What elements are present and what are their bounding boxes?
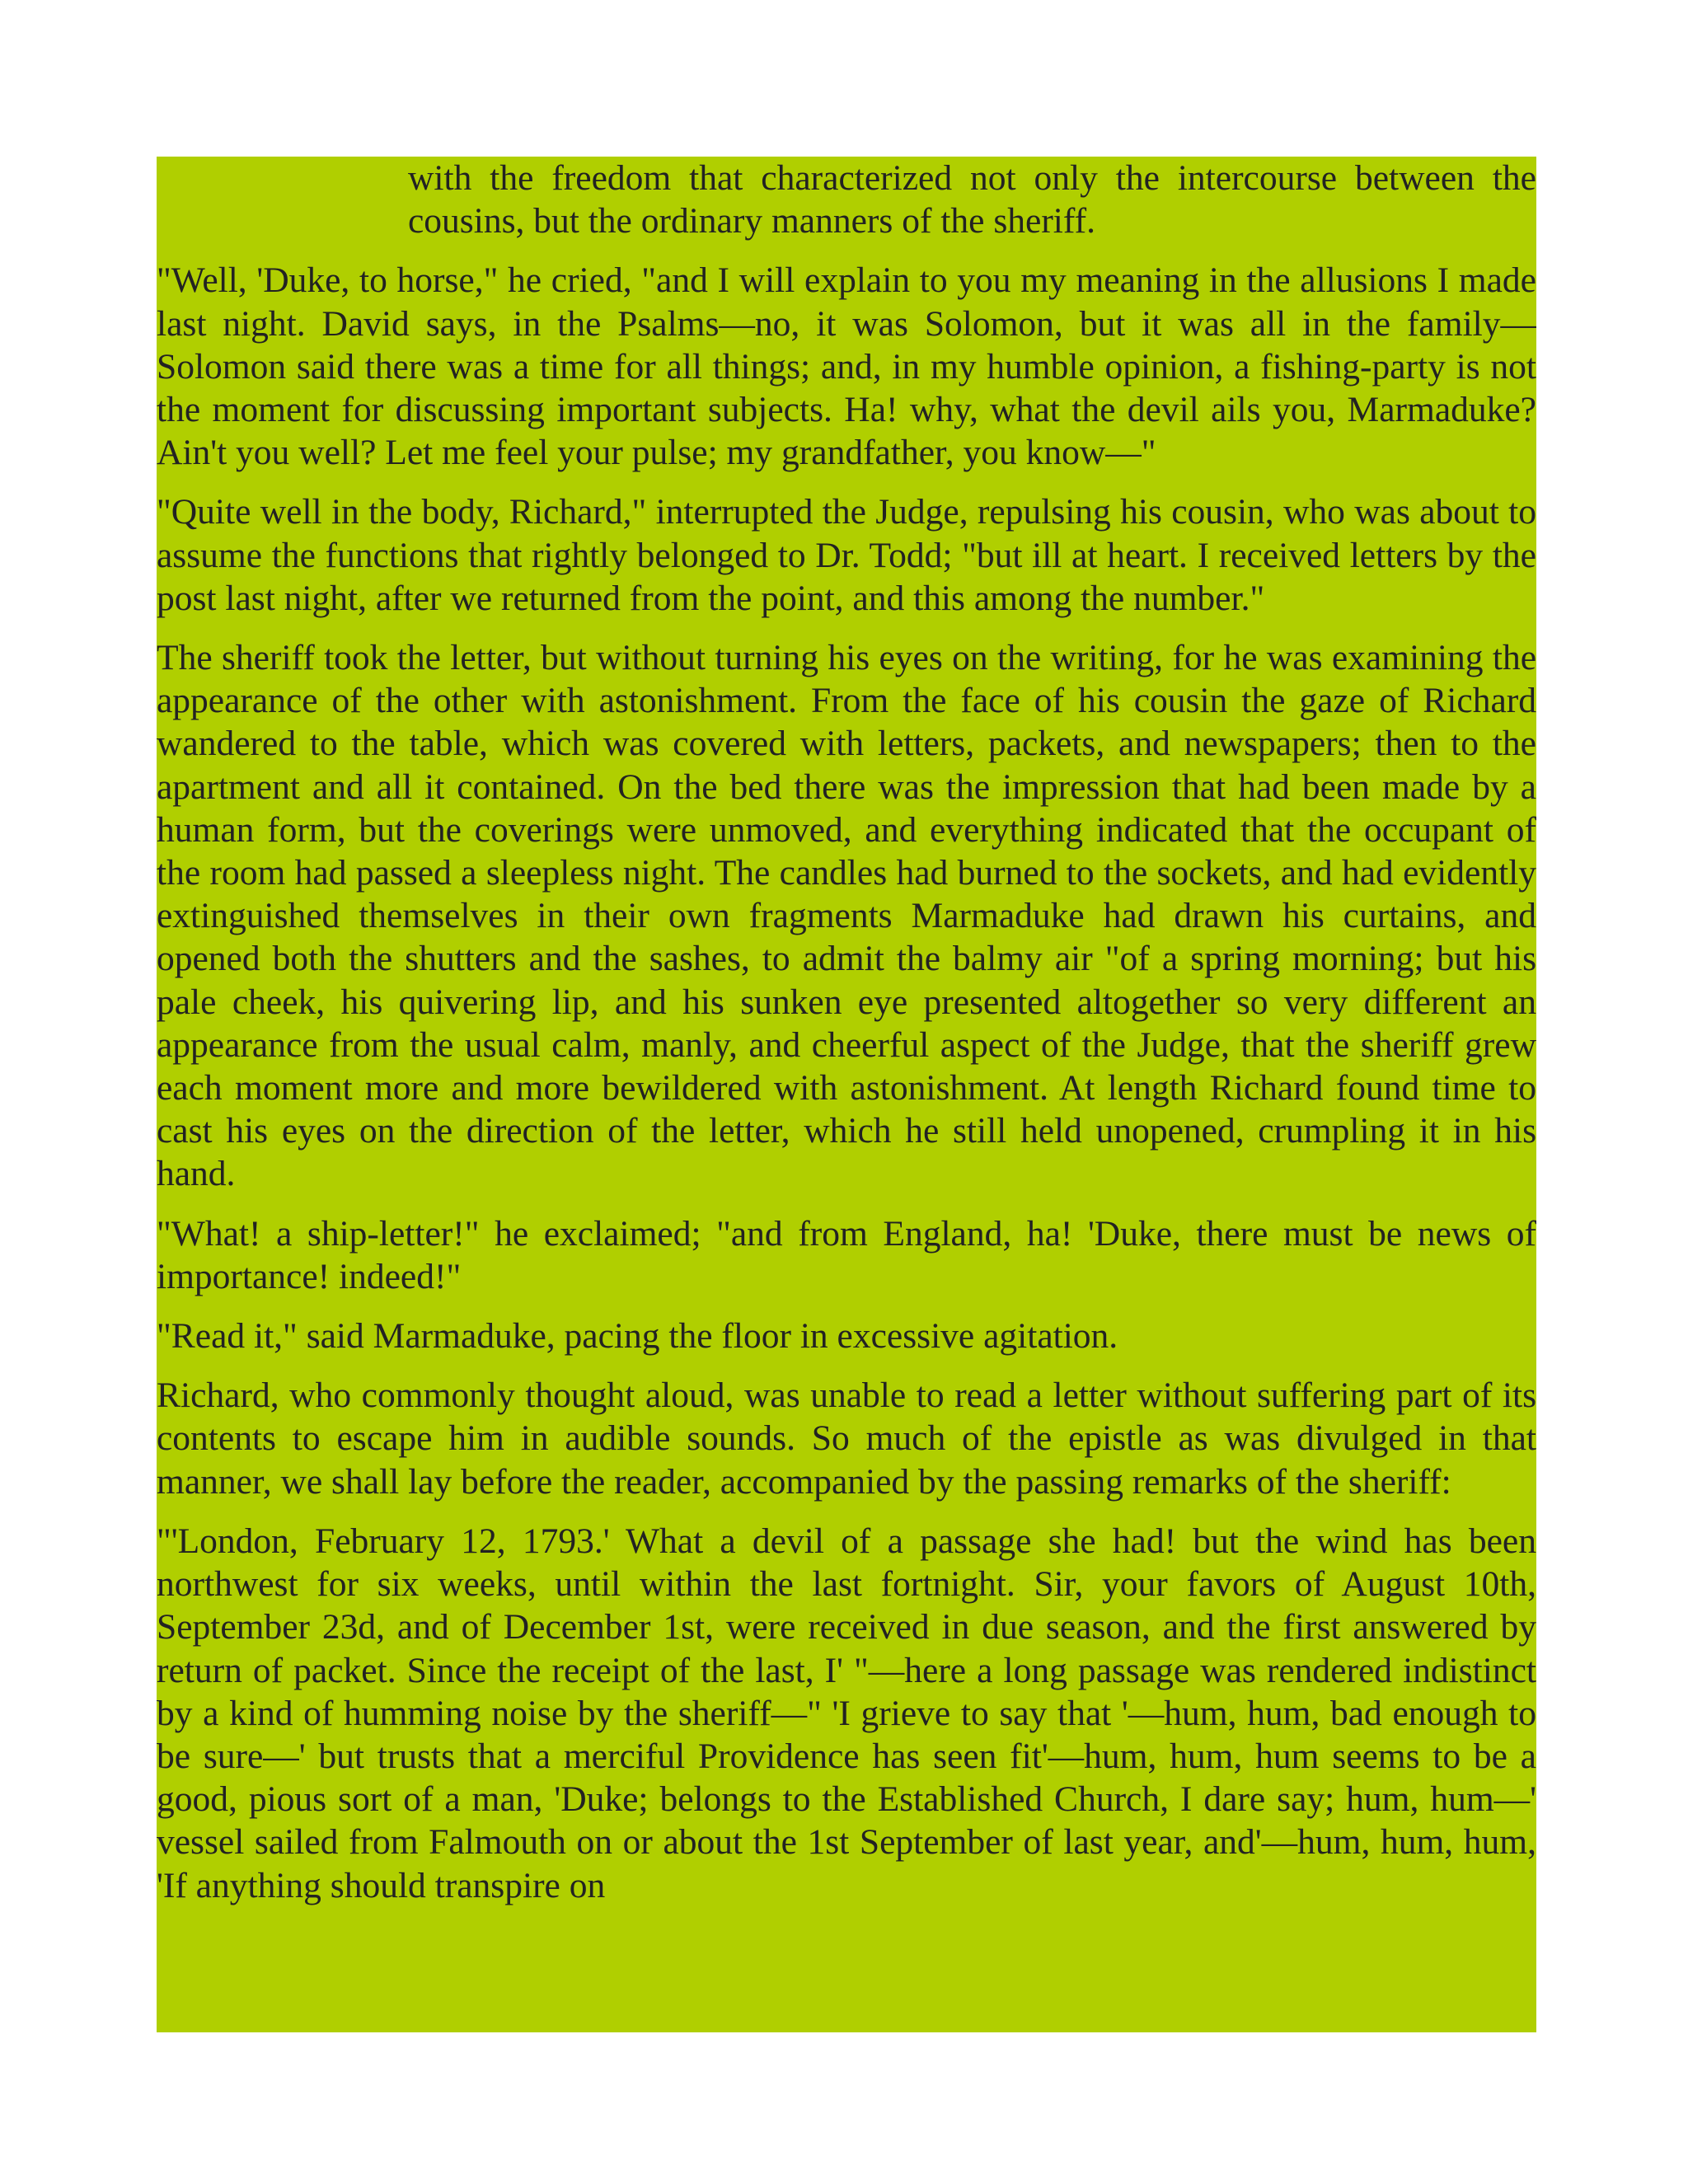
paragraph-2: "Well, 'Duke, to horse," he cried, "and I will explain to you my meaning in the allusions I made last night. David says, in the Psalms—no, it was Solomon, but it was all in the family—Solomon said there was a time for all things; and, in my humble opinion, a fishing-party is not the moment for discussing important subjects. Ha! why, what the devil ails you, Marmaduke? Ain't you well? Let me feel your pulse; my grandfather, you know—" [157, 260, 1536, 473]
paragraph-8: "'London, February 12, 1793.' What a devil of a passage she had! but the wind has been northwest for six weeks, until within the last fortnight. Sir, your favors of August 10th, September 23d, and of December 1st, were received in due season, and the first answered by return of packet. Since the receipt of the last, I' "—here a long passage was rendered indistinct by a kind of humming noise by the sheriff—" 'I grieve to say that '—hum, hum, bad enough to be sure—' but trusts that a merciful Providence has seen fit'—hum, hum, hum seems to be a good, pious sort of a man, 'Duke; belongs to the Established Church, I dare say; hum, hum—' vessel sailed from Falmouth on or about the 1st September of last year, and'—hum, hum, hum, 'If anything should transpire on [157, 1521, 1536, 1905]
paragraph-1: with the freedom that characterized not only the intercourse between the cousins, but the ordinary manners of the sheriff. [408, 158, 1536, 241]
paragraph-6: "Read it," said Marmaduke, pacing the floor in excessive agitation. [157, 1316, 1118, 1357]
paragraph-3: "Quite well in the body, Richard," interrupted the Judge, repulsing his cousin, who was about to assume the functions that rightly belonged to Dr. Todd; "but ill at heart. I received letters by the post last night, after we returned from the point, and this among the number." [157, 492, 1536, 618]
paragraph-7: Richard, who commonly thought aloud, was unable to read a letter without suffering part of its contents to escape him in audible sounds. So much of the epistle as was divulged in that manner, we shall lay before the reader, accompanied by the passing remarks of the sheriff: [157, 1376, 1536, 1502]
paragraph-5: "What! a ship-letter!" he exclaimed; "and from England, ha! 'Duke, there must be news of importance! indeed!" [157, 1213, 1536, 1296]
page-text-block [157, 157, 1536, 2032]
paragraph-4: The sheriff took the letter, but without turning his eyes on the writing, for he was examining the appearance of the other with astonishment. From the face of his cousin the gaze of Richard wandered to the table, which was covered with letters, packets, and newspapers; then to the apartment and all it contained. On the bed there was the impression that had been made by a human form, but the coverings were unmoved, and everything indicated that the occupant of the room had passed a sleepless night. The candles had burned to the sockets, and had evidently extinguished themselves in their own fragments Marmaduke had drawn his curtains, and opened both the shutters and the sashes, to admit the balmy air "of a spring morning; but his pale cheek, his quivering lip, and his sunken eye presented altogether so very different an appearance from the usual calm, manly, and cheerful aspect of the Judge, that the sheriff grew each moment more and more bewildered with astonishment. At length Richard found time to cast his eyes on the direction of the letter, which he still held unopened, crumpling it in his hand. [157, 638, 1536, 1194]
